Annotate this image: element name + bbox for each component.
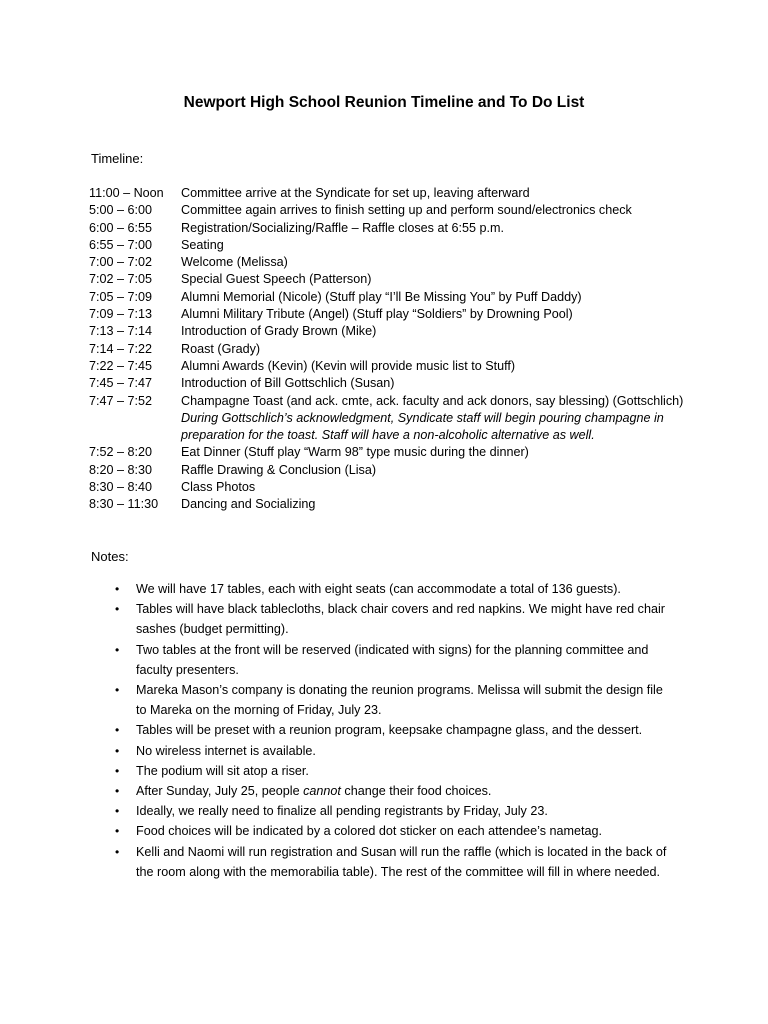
note-text xyxy=(136,824,602,838)
note-line: Tables will be preset with a reunion program, keepsake champagne glass, and the dessert. xyxy=(136,723,643,738)
timeline-row xyxy=(89,462,689,479)
timeline-row xyxy=(89,202,689,219)
note-item xyxy=(115,821,695,841)
note-item xyxy=(115,579,695,599)
timeline-time: 7:00 – 7:02 xyxy=(89,255,153,270)
timeline-event: Registration/Socializing/Raffle – Raffle closes at 6:55 p.m. xyxy=(181,220,504,235)
timeline-time: 8:30 – 11:30 xyxy=(89,497,159,512)
document-title: Newport High School Reunion Timeline and To Do List xyxy=(183,94,585,111)
timeline-event: Class Photos xyxy=(181,480,256,495)
timeline-row xyxy=(89,375,689,392)
timeline-time: 7:02 – 7:05 xyxy=(89,272,153,287)
bullet-icon: • xyxy=(115,784,120,799)
note-text xyxy=(136,764,309,778)
timeline-time: 7:52 – 8:20 xyxy=(89,445,153,460)
timeline-time: 7:05 – 7:09 xyxy=(89,289,153,304)
timeline-row xyxy=(89,323,689,340)
timeline-event: preparation for the toast. Staff will have a non-alcoholic alternative as well. xyxy=(181,428,595,443)
note-text xyxy=(136,744,316,758)
timeline-note-line xyxy=(89,410,689,427)
note-text xyxy=(136,683,663,717)
timeline-event: During Gottschlich’s acknowledgment, Syndicate staff will begin pouring champagne in xyxy=(181,410,664,425)
bullet-icon: • xyxy=(115,683,120,698)
timeline-table xyxy=(89,185,689,514)
note-line: to Mareka on the morning of Friday, July 23. xyxy=(136,703,382,718)
timeline-heading: Timeline: xyxy=(91,151,144,166)
bullet-icon: • xyxy=(115,824,120,839)
timeline-row xyxy=(89,341,689,358)
timeline-event: Alumni Awards (Kevin) (Kevin will provide music list to Stuff) xyxy=(181,358,516,373)
timeline-time: 6:55 – 7:00 xyxy=(89,237,153,252)
timeline-time: 7:45 – 7:47 xyxy=(89,376,153,391)
notes-list xyxy=(115,579,695,882)
timeline-event: Dancing and Socializing xyxy=(181,497,316,512)
timeline-event: Champagne Toast (and ack. cmte, ack. faculty and ack donors, say blessing) (Gottschlich) xyxy=(181,393,684,408)
notes-heading: Notes: xyxy=(91,549,129,564)
note-line: We will have 17 tables, each with eight seats (can accommodate a total of 136 guests). xyxy=(136,582,621,596)
timeline-time: 6:00 – 6:55 xyxy=(89,220,153,235)
timeline-event: Welcome (Melissa) xyxy=(181,255,288,270)
timeline-row xyxy=(89,496,689,513)
bullet-icon: • xyxy=(115,763,120,778)
note-line: Kelli and Naomi will run registration and Susan will run the raffle (which is located in the back of xyxy=(136,844,667,859)
timeline-event: Committee again arrives to finish setting up and perform sound/electronics check xyxy=(181,203,632,218)
timeline-time: 7:14 – 7:22 xyxy=(89,341,153,356)
timeline-row xyxy=(89,220,689,237)
timeline-row xyxy=(89,306,689,323)
timeline-row xyxy=(89,479,689,496)
note-line: Mareka Mason’s company is donating the reunion programs. Melissa will submit the design file xyxy=(136,683,663,698)
note-item xyxy=(115,640,695,680)
note-item xyxy=(115,781,695,801)
timeline-event: Introduction of Grady Brown (Mike) xyxy=(181,324,377,339)
note-line: faculty presenters. xyxy=(136,662,239,677)
timeline-row xyxy=(89,185,689,202)
timeline-time: 8:20 – 8:30 xyxy=(89,462,153,477)
note-item xyxy=(115,842,695,882)
timeline-time: 5:00 – 6:00 xyxy=(89,203,153,218)
timeline-time: 11:00 – Noon xyxy=(89,186,164,200)
note-item xyxy=(115,801,695,821)
timeline-row xyxy=(89,289,689,306)
timeline-event: Seating xyxy=(181,237,224,252)
timeline-note-line xyxy=(89,427,689,444)
note-line: The podium will sit atop a riser. xyxy=(136,763,309,778)
bullet-icon: • xyxy=(115,602,120,617)
timeline-time: 7:09 – 7:13 xyxy=(89,307,153,322)
note-text xyxy=(136,582,621,596)
timeline-row xyxy=(89,254,689,271)
note-line: Two tables at the front will be reserved (indicated with signs) for the planning committee and xyxy=(136,642,649,657)
timeline-time: 7:47 – 7:52 xyxy=(89,393,153,408)
note-text xyxy=(136,602,665,636)
note-text xyxy=(136,845,666,879)
note-text xyxy=(136,643,648,677)
note-text: After Sunday, July 25, people cannot change their food choices. xyxy=(136,784,492,799)
note-item xyxy=(115,741,695,761)
timeline-event: Roast (Grady) xyxy=(181,341,261,356)
note-line: Food choices will be indicated by a colored dot sticker on each attendee’s nametag. xyxy=(136,824,603,839)
note-line: sashes (budget permitting). xyxy=(136,622,289,637)
note-text xyxy=(136,804,548,818)
note-line: Ideally, we really need to finalize all pending registrants by Friday, July 23. xyxy=(136,804,548,819)
emphasized-word: cannot xyxy=(303,784,341,799)
timeline-row xyxy=(89,358,689,375)
bullet-icon: • xyxy=(115,743,120,758)
timeline-time: 7:22 – 7:45 xyxy=(89,358,153,373)
timeline-row xyxy=(89,444,689,461)
timeline-event: Special Guest Speech (Patterson) xyxy=(181,272,372,287)
note-line: No wireless internet is available. xyxy=(136,743,316,758)
timeline-row xyxy=(89,393,689,410)
note-text xyxy=(136,723,642,737)
timeline-event: Alumni Military Tribute (Angel) (Stuff play “Soldiers” by Drowning Pool) xyxy=(181,307,573,322)
bullet-icon: • xyxy=(115,844,120,859)
note-line: the room along with the memorabilia table). The rest of the committee will fill in where needed. xyxy=(136,864,661,879)
timeline-time: 7:13 – 7:14 xyxy=(89,324,153,339)
timeline-event: Raffle Drawing & Conclusion (Lisa) xyxy=(181,462,377,477)
timeline-row xyxy=(89,237,689,254)
note-item xyxy=(115,720,695,740)
note-item xyxy=(115,599,695,639)
timeline-event: Introduction of Bill Gottschlich (Susan) xyxy=(181,376,395,391)
timeline-time: 8:30 – 8:40 xyxy=(89,480,153,495)
bullet-icon: • xyxy=(115,642,120,657)
timeline-event: Eat Dinner (Stuff play “Warm 98” type music during the dinner) xyxy=(181,445,529,460)
timeline-row xyxy=(89,271,689,288)
timeline-event: Committee arrive at the Syndicate for set up, leaving afterward xyxy=(181,186,530,200)
note-item xyxy=(115,761,695,781)
bullet-icon: • xyxy=(115,804,120,819)
timeline-event: Alumni Memorial (Nicole) (Stuff play “I’ll Be Missing You” by Puff Daddy) xyxy=(181,289,582,304)
bullet-icon: • xyxy=(115,723,120,738)
bullet-icon: • xyxy=(115,582,120,596)
note-line: Tables will have black tablecloths, black chair covers and red napkins. We might have red chair xyxy=(136,602,665,617)
note-item xyxy=(115,680,695,720)
